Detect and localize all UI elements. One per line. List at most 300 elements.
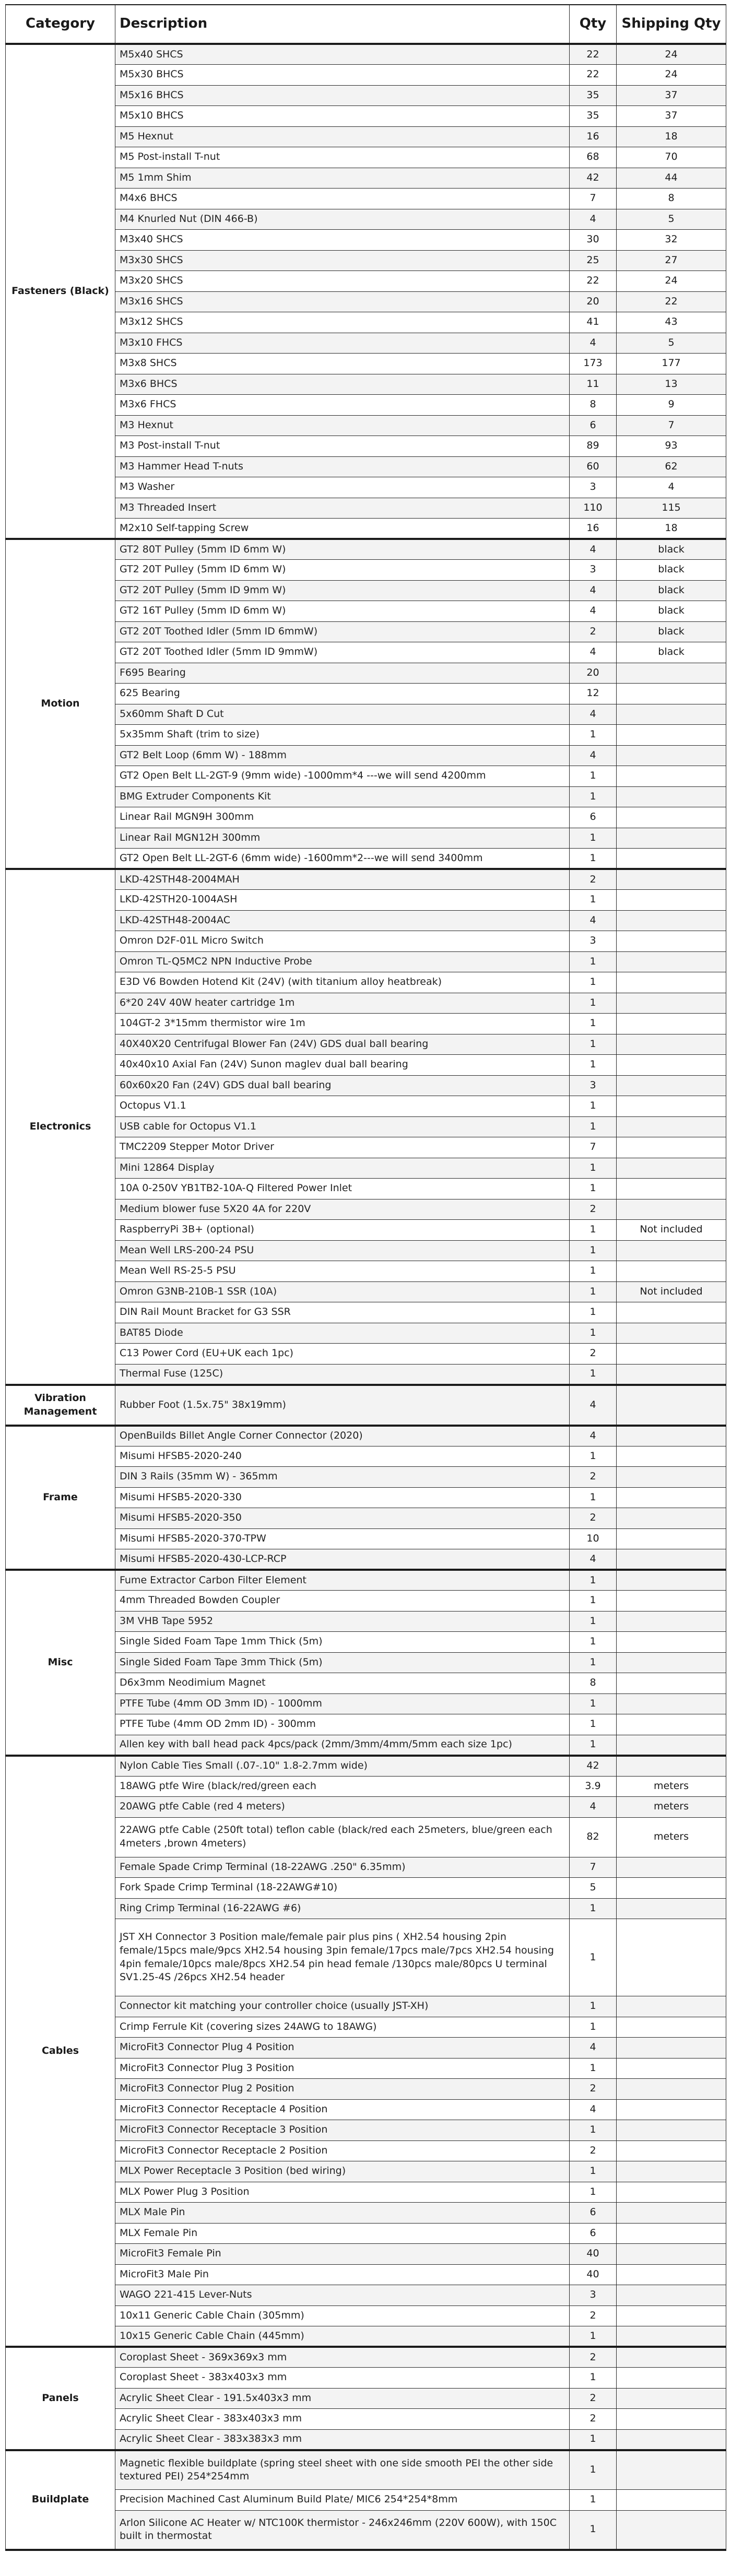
description-cell: Arlon Silicone AC Heater w/ NTC100K thermistor - 246x246mm (220V 600W), with 150C built in thermostat: [115, 2510, 570, 2550]
shipping-qty-cell: [617, 2203, 726, 2224]
shipping-qty-cell: [617, 1570, 726, 1591]
shipping-qty-cell: [617, 890, 726, 911]
description-cell: M3x8 SHCS: [115, 354, 570, 374]
description-cell: Medium blower fuse 5X20 4A for 220V: [115, 1199, 570, 1220]
shipping-qty-cell: 177: [617, 354, 726, 374]
description-cell: TMC2209 Stepper Motor Driver: [115, 1137, 570, 1158]
header-shipping-qty: Shipping Qty: [617, 5, 726, 44]
description-cell: 10x11 Generic Cable Chain (305mm): [115, 2306, 570, 2326]
description-cell: GT2 Open Belt LL-2GT-9 (9mm wide) -1000mm*4 ---we will send 4200mm: [115, 766, 570, 787]
shipping-qty-cell: [617, 2409, 726, 2430]
qty-cell: 1: [570, 1302, 617, 1323]
description-cell: WAGO 221-415 Lever-Nuts: [115, 2285, 570, 2306]
shipping-qty-cell: [617, 1756, 726, 1777]
qty-cell: 6: [570, 2203, 617, 2224]
shipping-qty-cell: [617, 745, 726, 766]
qty-cell: 30: [570, 230, 617, 251]
qty-cell: 4: [570, 1426, 617, 1446]
description-cell: Fork Spade Crimp Terminal (18-22AWG#10): [115, 1878, 570, 1899]
shipping-qty-cell: black: [617, 580, 726, 601]
shipping-qty-cell: [617, 2450, 726, 2490]
qty-cell: 1: [570, 786, 617, 807]
qty-cell: 6: [570, 807, 617, 828]
qty-cell: 1: [570, 849, 617, 869]
qty-cell: 40: [570, 2244, 617, 2265]
shipping-qty-cell: meters: [617, 1817, 726, 1857]
description-cell: MicroFit3 Connector Plug 4 Position: [115, 2038, 570, 2059]
description-cell: Misumi HFSB5-2020-330: [115, 1487, 570, 1508]
shipping-qty-cell: [617, 1426, 726, 1446]
qty-cell: 1: [570, 1014, 617, 1034]
shipping-qty-cell: [617, 951, 726, 972]
qty-cell: 2: [570, 1508, 617, 1529]
qty-cell: 1: [570, 2368, 617, 2389]
category-cell: Misc: [6, 1570, 115, 1756]
table-row: [6, 1426, 726, 1446]
qty-cell: 1: [570, 972, 617, 993]
description-cell: Mean Well RS-25-5 PSU: [115, 1261, 570, 1282]
shipping-qty-cell: black: [617, 560, 726, 581]
shipping-qty-cell: [617, 1528, 726, 1549]
qty-cell: 4: [570, 1385, 617, 1426]
shipping-qty-cell: black: [617, 642, 726, 663]
description-cell: M4 Knurled Nut (DIN 466-B): [115, 209, 570, 230]
shipping-qty-cell: [617, 684, 726, 704]
bom-table: [5, 4, 726, 2551]
shipping-qty-cell: [617, 2388, 726, 2409]
qty-cell: 1: [570, 2017, 617, 2038]
description-cell: M5x40 SHCS: [115, 44, 570, 65]
shipping-qty-cell: 24: [617, 44, 726, 65]
shipping-qty-cell: 7: [617, 415, 726, 436]
qty-cell: 8: [570, 1673, 617, 1694]
qty-cell: 2: [570, 1199, 617, 1220]
qty-cell: 2: [570, 1344, 617, 1365]
qty-cell: 1: [570, 1240, 617, 1261]
qty-cell: 1: [570, 890, 617, 911]
description-cell: USB cable for Octopus V1.1: [115, 1116, 570, 1137]
description-cell: 5x60mm Shaft D Cut: [115, 704, 570, 725]
description-cell: M4x6 BHCS: [115, 189, 570, 209]
qty-cell: 4: [570, 2099, 617, 2120]
qty-cell: 16: [570, 126, 617, 147]
description-cell: M3x20 SHCS: [115, 271, 570, 292]
shipping-qty-cell: 37: [617, 106, 726, 127]
shipping-qty-cell: 27: [617, 250, 726, 271]
shipping-qty-cell: 115: [617, 498, 726, 519]
shipping-qty-cell: [617, 993, 726, 1014]
shipping-qty-cell: [617, 2429, 726, 2450]
qty-cell: 1: [570, 1714, 617, 1735]
description-cell: 20AWG ptfe Cable (red 4 meters): [115, 1797, 570, 1818]
shipping-qty-cell: 44: [617, 168, 726, 189]
table-row: [6, 2347, 726, 2368]
description-cell: GT2 Open Belt LL-2GT-6 (6mm wide) -1600mm*2---we will send 3400mm: [115, 849, 570, 869]
description-cell: M3 Threaded Insert: [115, 498, 570, 519]
qty-cell: 2: [570, 2347, 617, 2368]
description-cell: 4mm Threaded Bowden Coupler: [115, 1591, 570, 1612]
qty-cell: 1: [570, 1261, 617, 1282]
shipping-qty-cell: [617, 1158, 726, 1179]
qty-cell: 1: [570, 1570, 617, 1591]
description-cell: 60x60x20 Fan (24V) GDS dual ball bearing: [115, 1075, 570, 1096]
description-cell: M5 Post-install T-nut: [115, 147, 570, 168]
shipping-qty-cell: [617, 2510, 726, 2550]
qty-cell: 6: [570, 415, 617, 436]
description-cell: BMG Extruder Components Kit: [115, 786, 570, 807]
description-cell: Mini 12864 Display: [115, 1158, 570, 1179]
description-cell: Allen key with ball head pack 4pcs/pack (2mm/3mm/4mm/5mm each size 1pc): [115, 1735, 570, 1756]
shipping-qty-cell: [617, 2079, 726, 2100]
shipping-qty-cell: [617, 2161, 726, 2182]
header-description: Description: [115, 5, 570, 44]
shipping-qty-cell: [617, 2099, 726, 2120]
description-cell: Magnetic flexible buildplate (spring steel sheet with one side smooth PEI the other side textured PEI) 254*254mm: [115, 2450, 570, 2490]
description-cell: MicroFit3 Connector Receptacle 4 Position: [115, 2099, 570, 2120]
description-cell: LKD-42STH48-2004MAH: [115, 869, 570, 890]
shipping-qty-cell: [617, 1055, 726, 1076]
shipping-qty-cell: black: [617, 601, 726, 622]
description-cell: 10A 0-250V YB1TB2-10A-Q Filtered Power Inlet: [115, 1179, 570, 1199]
shipping-qty-cell: [617, 2120, 726, 2141]
description-cell: RaspberryPi 3B+ (optional): [115, 1220, 570, 1241]
qty-cell: 22: [570, 65, 617, 86]
qty-cell: 1: [570, 2510, 617, 2550]
shipping-qty-cell: [617, 1632, 726, 1653]
shipping-qty-cell: [617, 663, 726, 684]
description-cell: M5x16 BHCS: [115, 85, 570, 106]
description-cell: M5x30 BHCS: [115, 65, 570, 86]
description-cell: BAT85 Diode: [115, 1323, 570, 1344]
description-cell: Misumi HFSB5-2020-350: [115, 1508, 570, 1529]
qty-cell: 2: [570, 2388, 617, 2409]
shipping-qty-cell: [617, 2264, 726, 2285]
description-cell: M3x40 SHCS: [115, 230, 570, 251]
description-cell: GT2 20T Toothed Idler (5mm ID 9mmW): [115, 642, 570, 663]
description-cell: MicroFit3 Connector Plug 2 Position: [115, 2079, 570, 2100]
table-row: [6, 1385, 726, 1426]
shipping-qty-cell: [617, 786, 726, 807]
shipping-qty-cell: [617, 1302, 726, 1323]
shipping-qty-cell: [617, 1487, 726, 1508]
qty-cell: 1: [570, 1611, 617, 1632]
description-cell: Misumi HFSB5-2020-430-LCP-RCP: [115, 1549, 570, 1570]
shipping-qty-cell: [617, 972, 726, 993]
qty-cell: 4: [570, 601, 617, 622]
shipping-qty-cell: 5: [617, 333, 726, 354]
description-cell: M3x16 SHCS: [115, 291, 570, 312]
shipping-qty-cell: [617, 2490, 726, 2511]
qty-cell: 35: [570, 85, 617, 106]
description-cell: Single Sided Foam Tape 3mm Thick (5m): [115, 1652, 570, 1673]
description-cell: MLX Female Pin: [115, 2223, 570, 2244]
table-row: [6, 869, 726, 890]
qty-cell: 16: [570, 519, 617, 539]
shipping-qty-cell: [617, 1898, 726, 1919]
description-cell: Acrylic Sheet Clear - 191.5x403x3 mm: [115, 2388, 570, 2409]
description-cell: LKD-42STH20-1004ASH: [115, 890, 570, 911]
shipping-qty-cell: [617, 1919, 726, 1996]
category-cell: Frame: [6, 1426, 115, 1570]
description-cell: Crimp Ferrule Kit (covering sizes 24AWG to 18AWG): [115, 2017, 570, 2038]
description-cell: Omron G3NB-210B-1 SSR (10A): [115, 1281, 570, 1302]
description-cell: 40x40x10 Axial Fan (24V) Sunon maglev dual ball bearing: [115, 1055, 570, 1076]
shipping-qty-cell: [617, 1137, 726, 1158]
qty-cell: 4: [570, 539, 617, 560]
shipping-qty-cell: [617, 1611, 726, 1632]
category-cell: Motion: [6, 539, 115, 869]
description-cell: Thermal Fuse (125C): [115, 1364, 570, 1385]
shipping-qty-cell: 13: [617, 374, 726, 395]
qty-cell: 1: [570, 1898, 617, 1919]
shipping-qty-cell: [617, 2140, 726, 2161]
description-cell: Rubber Foot (1.5x.75" 38x19mm): [115, 1385, 570, 1426]
qty-cell: 173: [570, 354, 617, 374]
header-qty: Qty: [570, 5, 617, 44]
shipping-qty-cell: 24: [617, 271, 726, 292]
shipping-qty-cell: 24: [617, 65, 726, 86]
shipping-qty-cell: [617, 2223, 726, 2244]
qty-cell: 1: [570, 2120, 617, 2141]
shipping-qty-cell: [617, 1385, 726, 1426]
shipping-qty-cell: [617, 1735, 726, 1756]
description-cell: MicroFit3 Female Pin: [115, 2244, 570, 2265]
qty-cell: 1: [570, 828, 617, 849]
description-cell: Single Sided Foam Tape 1mm Thick (5m): [115, 1632, 570, 1653]
description-cell: MicroFit3 Connector Receptacle 2 Position: [115, 2140, 570, 2161]
qty-cell: 6: [570, 2223, 617, 2244]
shipping-qty-cell: 93: [617, 436, 726, 457]
qty-cell: 1: [570, 1632, 617, 1653]
description-cell: Misumi HFSB5-2020-240: [115, 1446, 570, 1467]
qty-cell: 40: [570, 2264, 617, 2285]
shipping-qty-cell: [617, 1652, 726, 1673]
shipping-qty-cell: [617, 807, 726, 828]
description-cell: M5 Hexnut: [115, 126, 570, 147]
qty-cell: 1: [570, 1735, 617, 1756]
shipping-qty-cell: 43: [617, 312, 726, 333]
description-cell: GT2 16T Pulley (5mm ID 6mm W): [115, 601, 570, 622]
table-row: [6, 1756, 726, 1777]
table-row: [6, 1570, 726, 1591]
shipping-qty-cell: [617, 704, 726, 725]
shipping-qty-cell: [617, 1199, 726, 1220]
description-cell: Mean Well LRS-200-24 PSU: [115, 1240, 570, 1261]
category-cell: Fasteners (Black): [6, 44, 115, 539]
qty-cell: 1: [570, 1591, 617, 1612]
category-cell: Panels: [6, 2347, 115, 2450]
shipping-qty-cell: [617, 2182, 726, 2203]
qty-cell: 1: [570, 1034, 617, 1055]
qty-cell: 1: [570, 1055, 617, 1076]
qty-cell: 1: [570, 1652, 617, 1673]
qty-cell: 1: [570, 2490, 617, 2511]
shipping-qty-cell: [617, 2347, 726, 2368]
table-row: [6, 539, 726, 560]
shipping-qty-cell: [617, 2368, 726, 2389]
description-cell: M3x6 BHCS: [115, 374, 570, 395]
description-cell: JST XH Connector 3 Position male/female pair plus pins ( XH2.54 housing 2pin female/15pcs male/9pcs XH2.54 housing 3pin female/17pcs male/7pcs XH2.54 housing 4pin female/10pcs male/8pcs XH2.54 pin head female /130pcs male/80pcs U terminal SV1.25-4S /26pcs XH2.54 header: [115, 1919, 570, 1996]
qty-cell: 1: [570, 1220, 617, 1241]
shipping-qty-cell: 9: [617, 395, 726, 416]
description-cell: M3 Washer: [115, 477, 570, 498]
description-cell: Ring Crimp Terminal (16-22AWG #6): [115, 1898, 570, 1919]
description-cell: MicroFit3 Connector Receptacle 3 Position: [115, 2120, 570, 2141]
shipping-qty-cell: [617, 1996, 726, 2017]
description-cell: PTFE Tube (4mm OD 3mm ID) - 1000mm: [115, 1693, 570, 1714]
category-cell: Buildplate: [6, 2450, 115, 2550]
description-cell: MLX Power Plug 3 Position: [115, 2182, 570, 2203]
qty-cell: 1: [570, 1179, 617, 1199]
description-cell: M3 Hexnut: [115, 415, 570, 436]
description-cell: OpenBuilds Billet Angle Corner Connector (2020): [115, 1426, 570, 1446]
qty-cell: 4: [570, 642, 617, 663]
qty-cell: 4: [570, 333, 617, 354]
qty-cell: 8: [570, 395, 617, 416]
qty-cell: 110: [570, 498, 617, 519]
qty-cell: 5: [570, 1878, 617, 1899]
shipping-qty-cell: [617, 910, 726, 931]
shipping-qty-cell: [617, 2285, 726, 2306]
shipping-qty-cell: 18: [617, 519, 726, 539]
qty-cell: 3: [570, 1075, 617, 1096]
qty-cell: 2: [570, 621, 617, 642]
description-cell: Coroplast Sheet - 383x403x3 mm: [115, 2368, 570, 2389]
shipping-qty-cell: [617, 1446, 726, 1467]
shipping-qty-cell: [617, 1261, 726, 1282]
description-cell: PTFE Tube (4mm OD 2mm ID) - 300mm: [115, 1714, 570, 1735]
shipping-qty-cell: Not included: [617, 1281, 726, 1302]
qty-cell: 1: [570, 1323, 617, 1344]
description-cell: E3D V6 Bowden Hotend Kit (24V) (with titanium alloy heatbreak): [115, 972, 570, 993]
qty-cell: 2: [570, 869, 617, 890]
header-category: Category: [6, 5, 115, 44]
shipping-qty-cell: meters: [617, 1776, 726, 1797]
description-cell: DIN Rail Mount Bracket for G3 SSR: [115, 1302, 570, 1323]
description-cell: M5x10 BHCS: [115, 106, 570, 127]
description-cell: Omron D2F-01L Micro Switch: [115, 931, 570, 952]
qty-cell: 1: [570, 1919, 617, 1996]
description-cell: MLX Male Pin: [115, 2203, 570, 2224]
shipping-qty-cell: [617, 1467, 726, 1488]
shipping-qty-cell: [617, 725, 726, 746]
description-cell: F695 Bearing: [115, 663, 570, 684]
shipping-qty-cell: [617, 1240, 726, 1261]
qty-cell: 4: [570, 209, 617, 230]
shipping-qty-cell: 5: [617, 209, 726, 230]
qty-cell: 68: [570, 147, 617, 168]
shipping-qty-cell: [617, 1323, 726, 1344]
description-cell: MicroFit3 Male Pin: [115, 2264, 570, 2285]
description-cell: 625 Bearing: [115, 684, 570, 704]
shipping-qty-cell: 4: [617, 477, 726, 498]
header-row: [6, 5, 726, 44]
qty-cell: 4: [570, 2038, 617, 2059]
qty-cell: 1: [570, 1996, 617, 2017]
qty-cell: 1: [570, 1446, 617, 1467]
description-cell: Octopus V1.1: [115, 1096, 570, 1117]
shipping-qty-cell: [617, 2038, 726, 2059]
description-cell: M3 Post-install T-nut: [115, 436, 570, 457]
qty-cell: 2: [570, 2079, 617, 2100]
qty-cell: 7: [570, 189, 617, 209]
shipping-qty-cell: [617, 1857, 726, 1878]
category-cell: Cables: [6, 1756, 115, 2347]
qty-cell: 4: [570, 704, 617, 725]
table-row: [6, 2450, 726, 2490]
qty-cell: 82: [570, 1817, 617, 1857]
description-cell: GT2 20T Pulley (5mm ID 6mm W): [115, 560, 570, 581]
description-cell: GT2 20T Toothed Idler (5mm ID 6mmW): [115, 621, 570, 642]
description-cell: M2x10 Self-tapping Screw: [115, 519, 570, 539]
description-cell: 10x15 Generic Cable Chain (445mm): [115, 2326, 570, 2347]
qty-cell: 1: [570, 1096, 617, 1117]
qty-cell: 12: [570, 684, 617, 704]
qty-cell: 1: [570, 2058, 617, 2079]
shipping-qty-cell: [617, 1344, 726, 1365]
shipping-qty-cell: [617, 766, 726, 787]
description-cell: Linear Rail MGN12H 300mm: [115, 828, 570, 849]
qty-cell: 1: [570, 2429, 617, 2450]
qty-cell: 1: [570, 2326, 617, 2347]
shipping-qty-cell: [617, 1693, 726, 1714]
qty-cell: 1: [570, 951, 617, 972]
description-cell: C13 Power Cord (EU+UK each 1pc): [115, 1344, 570, 1365]
description-cell: M3x12 SHCS: [115, 312, 570, 333]
table-row: [6, 44, 726, 65]
shipping-qty-cell: [617, 1508, 726, 1529]
description-cell: D6x3mm Neodimium Magnet: [115, 1673, 570, 1694]
shipping-qty-cell: [617, 1014, 726, 1034]
shipping-qty-cell: [617, 869, 726, 890]
description-cell: GT2 Belt Loop (6mm W) - 188mm: [115, 745, 570, 766]
qty-cell: 4: [570, 1797, 617, 1818]
shipping-qty-cell: [617, 1116, 726, 1137]
shipping-qty-cell: [617, 1364, 726, 1385]
shipping-qty-cell: [617, 1075, 726, 1096]
qty-cell: 1: [570, 725, 617, 746]
qty-cell: 35: [570, 106, 617, 127]
qty-cell: 2: [570, 2140, 617, 2161]
qty-cell: 20: [570, 291, 617, 312]
qty-cell: 2: [570, 2409, 617, 2430]
qty-cell: 3.9: [570, 1776, 617, 1797]
description-cell: MicroFit3 Connector Plug 3 Position: [115, 2058, 570, 2079]
qty-cell: 1: [570, 1487, 617, 1508]
qty-cell: 1: [570, 993, 617, 1014]
shipping-qty-cell: [617, 1591, 726, 1612]
description-cell: M3x6 FHCS: [115, 395, 570, 416]
shipping-qty-cell: black: [617, 539, 726, 560]
shipping-qty-cell: [617, 1549, 726, 1570]
qty-cell: 1: [570, 766, 617, 787]
qty-cell: 7: [570, 1857, 617, 1878]
description-cell: 5x35mm Shaft (trim to size): [115, 725, 570, 746]
shipping-qty-cell: [617, 2244, 726, 2265]
qty-cell: 3: [570, 931, 617, 952]
description-cell: M3x10 FHCS: [115, 333, 570, 354]
qty-cell: 11: [570, 374, 617, 395]
qty-cell: 2: [570, 2306, 617, 2326]
shipping-qty-cell: [617, 849, 726, 869]
description-cell: Connector kit matching your controller choice (usually JST-XH): [115, 1996, 570, 2017]
shipping-qty-cell: Not included: [617, 1220, 726, 1241]
description-cell: 18AWG ptfe Wire (black/red/green each: [115, 1776, 570, 1797]
description-cell: Fume Extractor Carbon Filter Element: [115, 1570, 570, 1591]
shipping-qty-cell: [617, 2017, 726, 2038]
shipping-qty-cell: 8: [617, 189, 726, 209]
shipping-qty-cell: black: [617, 621, 726, 642]
